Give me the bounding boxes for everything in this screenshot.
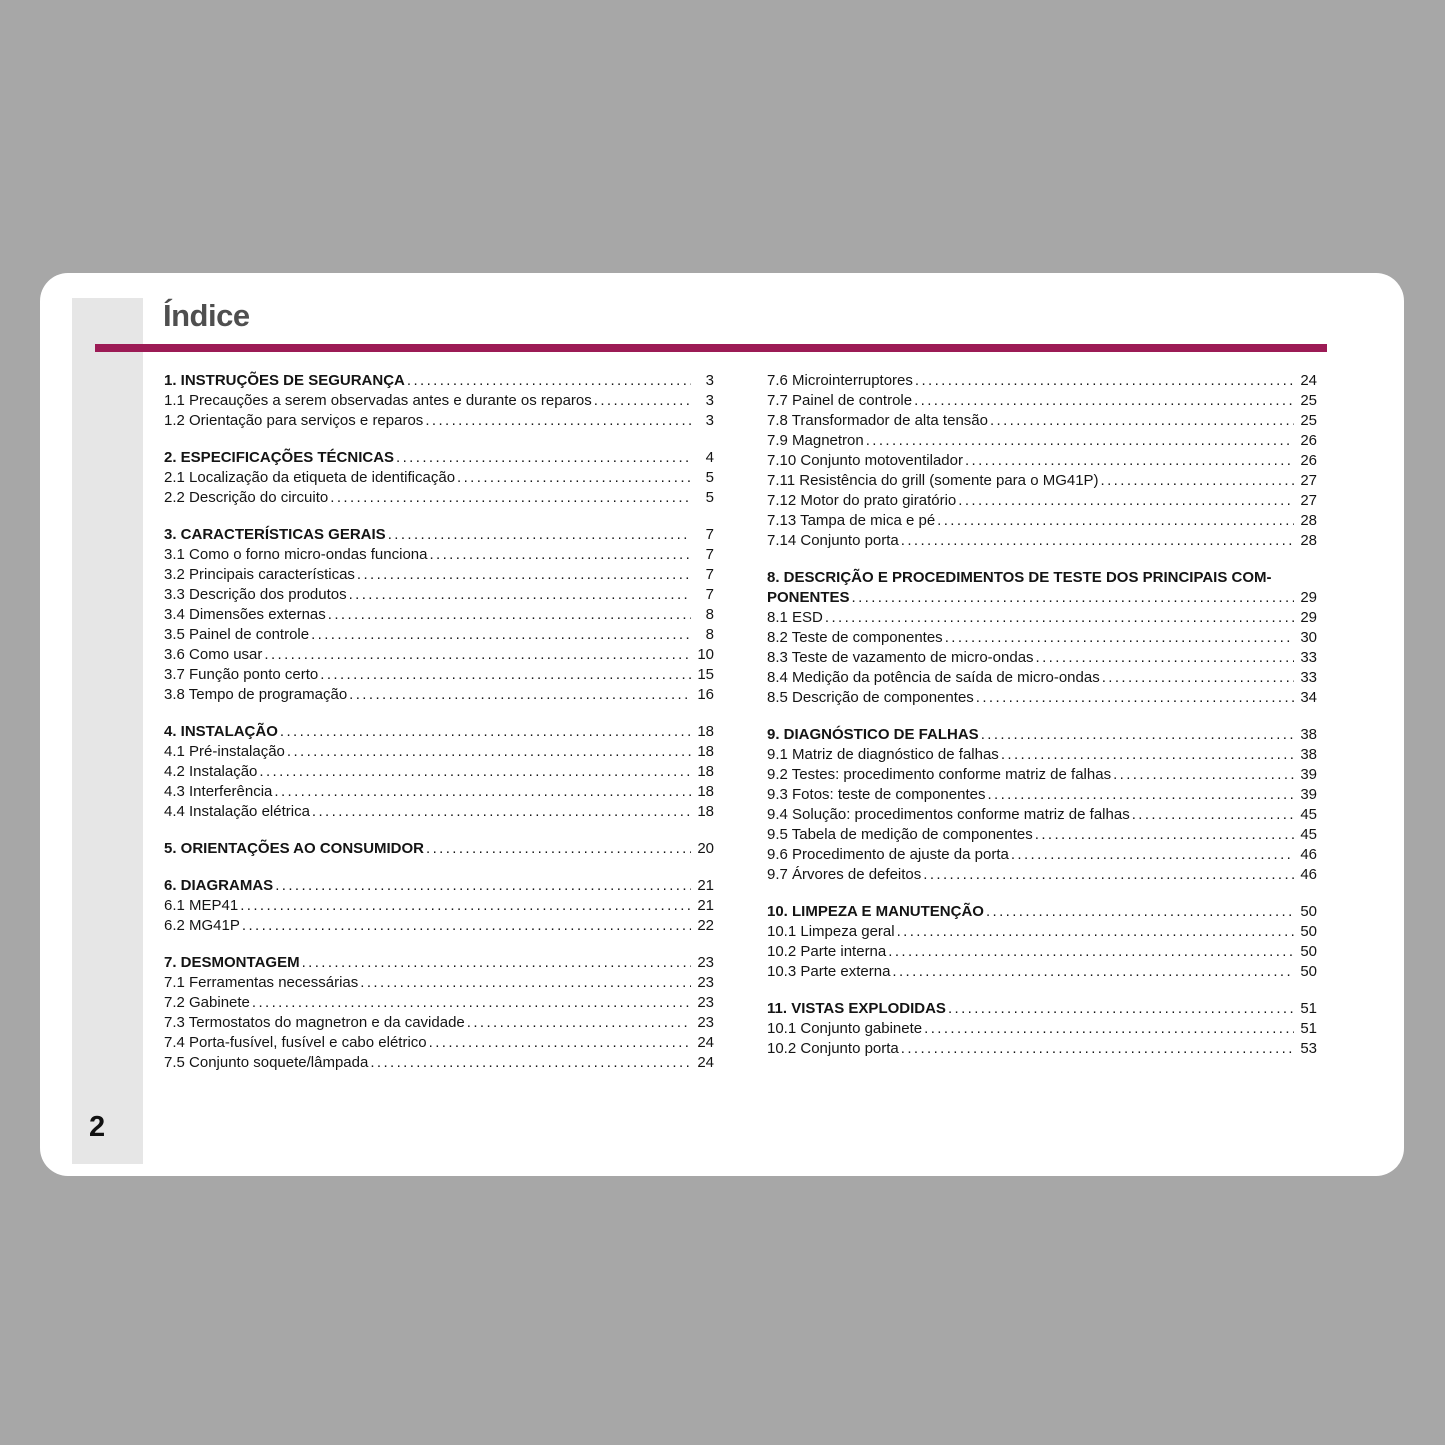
toc-entry-label: 10. LIMPEZA E MANUTENÇÃO	[767, 903, 984, 920]
toc-dot-leader	[274, 782, 691, 802]
toc-section	[164, 722, 714, 822]
toc-section	[767, 999, 1317, 1059]
toc-column-left	[164, 371, 714, 1073]
toc-item-row	[164, 742, 714, 762]
toc-item-row	[164, 625, 714, 645]
toc-entry-label: 7.11 Resistência do grill (somente para o MG41P)	[767, 472, 1099, 489]
toc-item-row	[164, 488, 714, 508]
toc-heading-row	[767, 725, 1317, 745]
toc-heading-row	[767, 999, 1317, 1019]
toc-item-row	[767, 825, 1317, 845]
toc-item-row	[767, 1039, 1317, 1059]
toc-entry-label: 9. DIAGNÓSTICO DE FALHAS	[767, 726, 979, 743]
toc-item-row	[767, 865, 1317, 885]
toc-item-row	[767, 765, 1317, 785]
toc-dot-leader	[901, 1039, 1294, 1059]
toc-item-row	[164, 645, 714, 665]
toc-item-row	[164, 545, 714, 565]
toc-entry-label: 1.2 Orientação para serviços e reparos	[164, 412, 424, 429]
toc-section	[164, 525, 714, 705]
toc-item-row	[767, 942, 1317, 962]
toc-dot-leader	[1132, 805, 1294, 825]
toc-entry-label: 9.2 Testes: procedimento conforme matriz de falhas	[767, 766, 1112, 783]
toc-heading-row	[164, 371, 714, 391]
toc-section	[767, 568, 1317, 708]
toc-entry-label: 9.7 Árvores de defeitos	[767, 866, 922, 883]
toc-dot-leader	[897, 922, 1294, 942]
toc-heading-row	[767, 588, 1317, 608]
toc-dot-leader	[892, 962, 1294, 982]
toc-entry-page: 46	[1300, 866, 1317, 883]
toc-entry-page: 3	[705, 372, 714, 389]
toc-item-row	[767, 648, 1317, 668]
toc-entry-page: 18	[697, 723, 714, 740]
toc-entry-label: 6.1 MEP41	[164, 897, 239, 914]
toc-entry-label: 8.1 ESD	[767, 609, 823, 626]
toc-dot-leader	[1102, 668, 1294, 688]
toc-dot-leader	[388, 525, 691, 545]
toc-entry-page: 46	[1300, 846, 1317, 863]
toc-dot-leader	[429, 1033, 691, 1053]
toc-item-row	[767, 845, 1317, 865]
toc-entry-label: 9.3 Fotos: teste de componentes	[767, 786, 986, 803]
toc-item-row	[164, 993, 714, 1013]
toc-item-row	[767, 785, 1317, 805]
toc-entry-page: 18	[697, 763, 714, 780]
toc-item-row	[767, 451, 1317, 471]
title-rule	[95, 344, 1327, 352]
toc-dot-leader	[1001, 745, 1294, 765]
toc-entry-label: 8. DESCRIÇÃO E PROCEDIMENTOS DE TESTE DOS PRINCIPAIS COM-	[767, 569, 1272, 586]
toc-item-row	[767, 745, 1317, 765]
toc-entry-page: 24	[1300, 372, 1317, 389]
toc-entry-page: 45	[1300, 806, 1317, 823]
toc-dot-leader	[958, 491, 1294, 511]
toc-entry-label: 4.4 Instalação elétrica	[164, 803, 310, 820]
toc-dot-leader	[1036, 648, 1294, 668]
toc-dot-leader	[425, 411, 691, 431]
toc-dot-leader	[888, 942, 1294, 962]
toc-dot-leader	[349, 585, 691, 605]
toc-entry-page: 20	[697, 840, 714, 857]
toc-entry-label: 9.6 Procedimento de ajuste da porta	[767, 846, 1009, 863]
toc-entry-page: 5	[705, 489, 714, 506]
toc-entry-label: 3.2 Principais características	[164, 566, 355, 583]
toc-entry-label: PONENTES	[767, 589, 850, 606]
toc-dot-leader	[976, 688, 1294, 708]
toc-entry-page: 51	[1300, 1000, 1317, 1017]
toc-dot-leader	[1011, 845, 1294, 865]
toc-entry-page: 4	[705, 449, 714, 466]
toc-entry-label: 7. DESMONTAGEM	[164, 954, 300, 971]
toc-dot-leader	[349, 685, 691, 705]
toc-entry-label: 7.3 Termostatos do magnetron e da cavidade	[164, 1014, 465, 1031]
toc-entry-page: 53	[1300, 1040, 1317, 1057]
toc-entry-label: 10.2 Conjunto porta	[767, 1040, 899, 1057]
toc-entry-page: 8	[705, 626, 714, 643]
toc-entry-page: 50	[1300, 923, 1317, 940]
toc-entry-page: 25	[1300, 392, 1317, 409]
toc-item-row	[164, 896, 714, 916]
toc-item-row	[767, 471, 1317, 491]
toc-item-row	[767, 531, 1317, 551]
toc-section	[164, 839, 714, 859]
toc-item-row	[164, 1053, 714, 1073]
toc-dot-leader	[259, 762, 691, 782]
toc-entry-page: 27	[1300, 492, 1317, 509]
toc-entry-label: 6.2 MG41P	[164, 917, 240, 934]
toc-section	[164, 448, 714, 508]
toc-entry-page: 34	[1300, 689, 1317, 706]
toc-entry-label: 7.14 Conjunto porta	[767, 532, 899, 549]
toc-columns	[164, 371, 1370, 1073]
toc-dot-leader	[915, 371, 1294, 391]
toc-entry-label: 10.1 Conjunto gabinete	[767, 1020, 923, 1037]
toc-entry-label: 8.4 Medição da potência de saída de micro-ondas	[767, 669, 1100, 686]
toc-dot-leader	[1035, 825, 1294, 845]
toc-entry-page: 21	[697, 877, 714, 894]
toc-heading-row	[164, 525, 714, 545]
toc-section	[767, 902, 1317, 982]
toc-item-row	[164, 468, 714, 488]
toc-entry-page: 7	[705, 526, 714, 543]
toc-section	[164, 371, 714, 431]
toc-entry-label: 3.1 Como o forno micro-ondas funciona	[164, 546, 428, 563]
toc-entry-label: 7.8 Transformador de alta tensão	[767, 412, 988, 429]
toc-dot-leader	[901, 531, 1294, 551]
toc-entry-label: 7.9 Magnetron	[767, 432, 864, 449]
toc-entry-page: 23	[697, 954, 714, 971]
toc-entry-label: 3.8 Tempo de programação	[164, 686, 348, 703]
toc-heading-row	[164, 722, 714, 742]
toc-item-row	[164, 411, 714, 431]
toc-dot-leader	[407, 371, 691, 391]
toc-entry-page: 3	[705, 392, 714, 409]
toc-entry-page: 7	[705, 586, 714, 603]
toc-entry-page: 5	[705, 469, 714, 486]
toc-entry-label: 3.4 Dimensões externas	[164, 606, 326, 623]
toc-dot-leader	[357, 565, 691, 585]
toc-item-row	[164, 802, 714, 822]
toc-entry-page: 18	[697, 743, 714, 760]
toc-entry-page: 28	[1300, 532, 1317, 549]
toc-dot-leader	[990, 411, 1294, 431]
toc-dot-leader	[981, 725, 1294, 745]
toc-dot-leader	[328, 605, 691, 625]
toc-dot-leader	[426, 839, 691, 859]
toc-dot-leader	[945, 628, 1294, 648]
toc-dot-leader	[396, 448, 691, 468]
toc-dot-leader	[312, 802, 691, 822]
toc-entry-page: 22	[697, 917, 714, 934]
toc-item-row	[164, 605, 714, 625]
toc-entry-page: 51	[1300, 1020, 1317, 1037]
toc-item-row	[767, 511, 1317, 531]
toc-item-row	[164, 391, 714, 411]
toc-dot-leader	[370, 1053, 691, 1073]
toc-heading-row	[164, 839, 714, 859]
toc-entry-page: 28	[1300, 512, 1317, 529]
toc-item-row	[767, 608, 1317, 628]
toc-section	[164, 876, 714, 936]
toc-dot-leader	[264, 645, 691, 665]
toc-entry-page: 39	[1300, 786, 1317, 803]
toc-dot-leader	[240, 896, 691, 916]
toc-dot-leader	[280, 722, 691, 742]
toc-dot-leader	[866, 431, 1294, 451]
toc-entry-page: 18	[697, 783, 714, 800]
toc-entry-label: 7.5 Conjunto soquete/lâmpada	[164, 1054, 369, 1071]
toc-item-row	[164, 762, 714, 782]
toc-entry-label: 4.3 Interferência	[164, 783, 273, 800]
toc-entry-label: 3.6 Como usar	[164, 646, 263, 663]
toc-dot-leader	[924, 1019, 1294, 1039]
toc-entry-page: 24	[697, 1034, 714, 1051]
toc-entry-page: 45	[1300, 826, 1317, 843]
toc-item-row	[164, 665, 714, 685]
toc-entry-label: 8.3 Teste de vazamento de micro-ondas	[767, 649, 1034, 666]
toc-entry-label: 8.2 Teste de componentes	[767, 629, 943, 646]
toc-entry-page: 50	[1300, 903, 1317, 920]
toc-entry-page: 50	[1300, 963, 1317, 980]
toc-dot-leader	[457, 468, 691, 488]
toc-entry-label: 7.12 Motor do prato giratório	[767, 492, 957, 509]
toc-entry-page: 38	[1300, 746, 1317, 763]
toc-item-row	[767, 491, 1317, 511]
toc-item-row	[767, 668, 1317, 688]
toc-entry-page: 24	[697, 1054, 714, 1071]
toc-dot-leader	[948, 999, 1294, 1019]
toc-dot-leader	[923, 865, 1294, 885]
toc-entry-label: 8.5 Descrição de componentes	[767, 689, 974, 706]
toc-entry-page: 18	[697, 803, 714, 820]
toc-heading-row	[164, 876, 714, 896]
toc-heading-row	[767, 902, 1317, 922]
toc-heading-row	[164, 448, 714, 468]
toc-entry-label: 10.2 Parte interna	[767, 943, 887, 960]
toc-entry-label: 9.5 Tabela de medição de componentes	[767, 826, 1033, 843]
toc-entry-label: 7.1 Ferramentas necessárias	[164, 974, 359, 991]
toc-dot-leader	[1113, 765, 1294, 785]
toc-entry-label: 3.3 Descrição dos produtos	[164, 586, 347, 603]
toc-section	[767, 371, 1317, 551]
toc-item-row	[164, 1013, 714, 1033]
toc-entry-label: 2.1 Localização da etiqueta de identificação	[164, 469, 456, 486]
toc-entry-page: 23	[697, 974, 714, 991]
toc-dot-leader	[287, 742, 691, 762]
toc-dot-leader	[1101, 471, 1294, 491]
toc-entry-page: 27	[1300, 472, 1317, 489]
toc-column-right	[767, 371, 1317, 1073]
toc-dot-leader	[275, 876, 691, 896]
toc-heading-wrap-line	[767, 568, 1317, 588]
toc-entry-label: 10.3 Parte externa	[767, 963, 891, 980]
toc-entry-label: 11. VISTAS EXPLODIDAS	[767, 1000, 946, 1017]
toc-dot-leader	[330, 488, 691, 508]
toc-dot-leader	[360, 973, 691, 993]
toc-entry-page: 16	[697, 686, 714, 703]
toc-entry-label: 9.4 Solução: procedimentos conforme matriz de falhas	[767, 806, 1130, 823]
toc-entry-label: 7.13 Tampa de mica e pé	[767, 512, 936, 529]
toc-entry-label: 3. CARACTERÍSTICAS GERAIS	[164, 526, 386, 543]
toc-item-row	[767, 962, 1317, 982]
toc-item-row	[164, 685, 714, 705]
toc-entry-label: 7.2 Gabinete	[164, 994, 250, 1011]
toc-entry-page: 26	[1300, 452, 1317, 469]
toc-entry-label: 10.1 Limpeza geral	[767, 923, 895, 940]
toc-entry-label: 4.1 Pré-instalação	[164, 743, 285, 760]
toc-dot-leader	[242, 916, 691, 936]
toc-entry-page: 29	[1300, 609, 1317, 626]
toc-dot-leader	[467, 1013, 691, 1033]
toc-heading-row	[164, 953, 714, 973]
toc-dot-leader	[965, 451, 1294, 471]
toc-item-row	[767, 1019, 1317, 1039]
toc-entry-page: 30	[1300, 629, 1317, 646]
toc-item-row	[767, 371, 1317, 391]
toc-entry-label: 3.5 Painel de controle	[164, 626, 310, 643]
toc-entry-page: 8	[705, 606, 714, 623]
toc-entry-page: 21	[697, 897, 714, 914]
toc-entry-page: 26	[1300, 432, 1317, 449]
toc-entry-page: 10	[697, 646, 714, 663]
toc-item-row	[767, 411, 1317, 431]
toc-entry-label: 6. DIAGRAMAS	[164, 877, 274, 894]
toc-item-row	[164, 916, 714, 936]
toc-dot-leader	[302, 953, 691, 973]
toc-entry-label: 4. INSTALAÇÃO	[164, 723, 278, 740]
toc-entry-label: 4.2 Instalação	[164, 763, 258, 780]
document-page	[40, 273, 1404, 1176]
left-margin-stripe	[72, 298, 143, 1164]
toc-item-row	[767, 431, 1317, 451]
toc-item-row	[164, 585, 714, 605]
toc-item-row	[767, 628, 1317, 648]
toc-entry-label: 1. INSTRUÇÕES DE SEGURANÇA	[164, 372, 405, 389]
toc-entry-label: 3.7 Função ponto certo	[164, 666, 319, 683]
toc-entry-page: 25	[1300, 412, 1317, 429]
toc-entry-label: 9.1 Matriz de diagnóstico de falhas	[767, 746, 999, 763]
toc-dot-leader	[986, 902, 1294, 922]
toc-dot-leader	[825, 608, 1294, 628]
toc-section	[164, 953, 714, 1073]
toc-entry-label: 7.10 Conjunto motoventilador	[767, 452, 963, 469]
toc-entry-page: 7	[705, 566, 714, 583]
toc-entry-label: 2.2 Descrição do circuito	[164, 489, 329, 506]
toc-entry-page: 33	[1300, 649, 1317, 666]
toc-entry-page: 15	[697, 666, 714, 683]
toc-dot-leader	[594, 391, 691, 411]
toc-entry-page: 33	[1300, 669, 1317, 686]
toc-item-row	[767, 391, 1317, 411]
toc-dot-leader	[852, 588, 1294, 608]
toc-entry-label: 7.4 Porta-fusível, fusível e cabo elétrico	[164, 1034, 427, 1051]
toc-item-row	[164, 782, 714, 802]
toc-entry-page: 7	[705, 546, 714, 563]
page-title: Índice	[163, 298, 250, 333]
toc-entry-label: 7.6 Microinterruptores	[767, 372, 913, 389]
toc-entry-label: 1.1 Precauções a serem observadas antes e durante os reparos	[164, 392, 592, 409]
toc-entry-label: 5. ORIENTAÇÕES AO CONSUMIDOR	[164, 840, 425, 857]
toc-dot-leader	[987, 785, 1294, 805]
toc-entry-page: 23	[697, 994, 714, 1011]
toc-item-row	[164, 565, 714, 585]
toc-dot-leader	[914, 391, 1294, 411]
toc-item-row	[767, 922, 1317, 942]
toc-dot-leader	[252, 993, 691, 1013]
toc-item-row	[164, 1033, 714, 1053]
toc-item-row	[164, 973, 714, 993]
page-number: 2	[89, 1111, 106, 1143]
toc-dot-leader	[937, 511, 1294, 531]
toc-entry-page: 29	[1300, 589, 1317, 606]
toc-item-row	[767, 805, 1317, 825]
toc-entry-label: 2. ESPECIFICAÇÕES TÉCNICAS	[164, 449, 395, 466]
toc-section	[767, 725, 1317, 885]
toc-dot-leader	[320, 665, 691, 685]
toc-entry-label: 7.7 Painel de controle	[767, 392, 913, 409]
toc-entry-page: 38	[1300, 726, 1317, 743]
toc-item-row	[767, 688, 1317, 708]
toc-dot-leader	[311, 625, 691, 645]
toc-entry-page: 23	[697, 1014, 714, 1031]
toc-entry-page: 50	[1300, 943, 1317, 960]
toc-entry-page: 3	[705, 412, 714, 429]
toc-dot-leader	[429, 545, 691, 565]
toc-entry-page: 39	[1300, 766, 1317, 783]
